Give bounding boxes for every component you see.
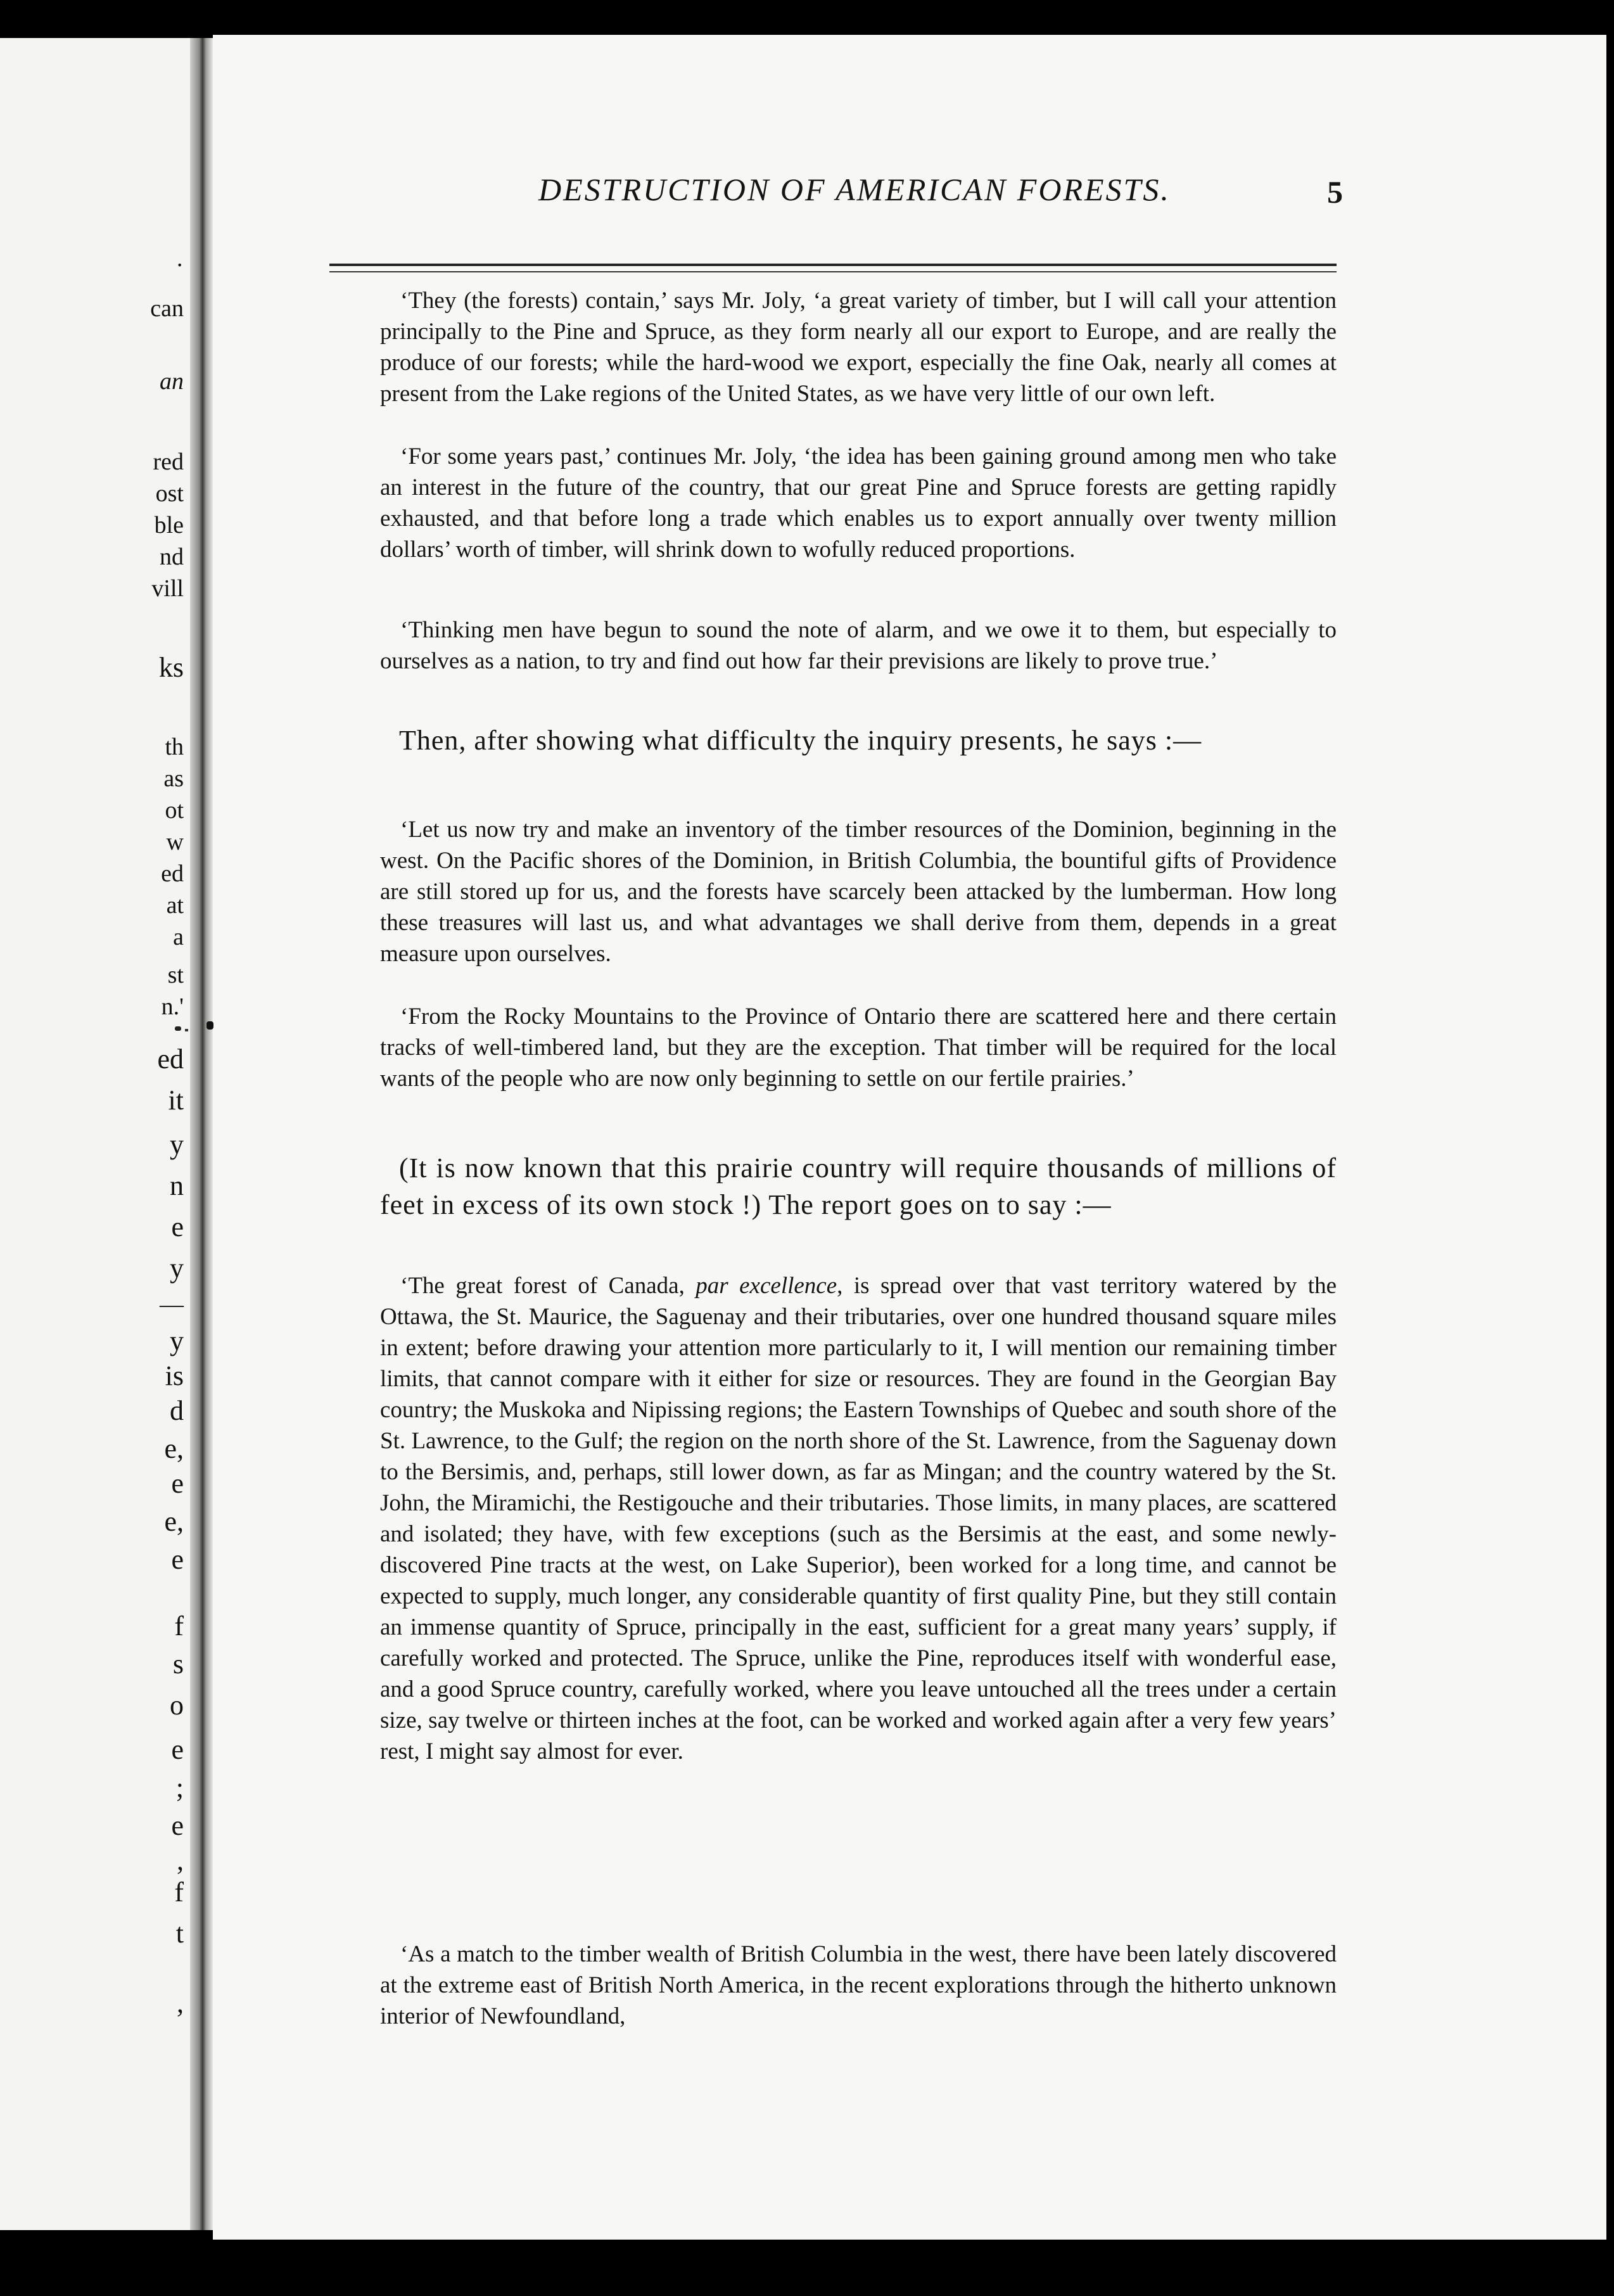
quoted-paragraph: ‘From the Rocky Mountains to the Province of Ontario there are scattered here and there certain tracks of well-timbered land, but they are the exception. That timber will be required for the local wants of the people who are now only beginning to settle on our fertile prairies.’ xyxy=(380,1004,1337,1092)
facing-page-fragment: f xyxy=(174,1610,184,1642)
facing-page-fragment: e xyxy=(171,1468,184,1499)
quoted-paragraph: ‘As a match to the timber wealth of British Columbia in the west, there have been lately discovered at the extreme east of British North America, in the recent explorations through the hitherto unknown interior of Newfoundland, xyxy=(380,1941,1337,2029)
facing-page-fragment: ed xyxy=(157,1043,184,1075)
facing-page-fragment: , xyxy=(177,1987,184,2019)
left-page-edge xyxy=(0,38,190,2230)
facing-page-fragment: th xyxy=(165,734,184,760)
facing-page-fragment: n xyxy=(170,1170,184,1201)
facing-page-fragment: s xyxy=(172,1649,184,1680)
running-title: DESTRUCTION OF AMERICAN FORESTS. xyxy=(538,172,1171,207)
facing-page-fragment: y xyxy=(170,1129,184,1160)
facing-page-fragment: e xyxy=(171,1810,184,1841)
quoted-paragraph: ‘For some years past,’ continues Mr. Joly, ‘the idea has been gaining ground among men who take an interest in the future of the country, that our great Pine and Spruce forests are getting rapidly exhausted, and that before long a trade which enables us to export annually over twenty million dollars’ worth of timber, will shrink down to wofully reduced proportions. xyxy=(380,443,1337,563)
scan-speck xyxy=(207,1021,213,1030)
running-header xyxy=(329,171,1356,222)
facing-page-fragment: e, xyxy=(164,1506,184,1537)
quoted-paragraph: ‘They (the forests) contain,’ says Mr. Joly, ‘a great variety of timber, but I will call your attention principally to the Pine and Spruce, as they form nearly all our export to Europe, and are really the produce of our forests; while the hard-wood we export, especially the fine Oak, nearly all comes at present from the Lake regions of the United States, as we have very little of our own left. xyxy=(380,288,1337,407)
italic-phrase: par excellence xyxy=(696,1273,837,1299)
facing-page-fragment: at xyxy=(166,892,184,919)
facing-page-fragment: nd xyxy=(160,544,184,570)
book-gutter xyxy=(190,38,213,2230)
facing-page-fragment: it xyxy=(168,1085,184,1116)
header-rule-thin xyxy=(329,271,1337,272)
page-number: 5 xyxy=(1327,174,1343,210)
quoted-paragraph: ‘Thinking men have begun to sound the note of alarm, and we owe it to them, but especially to ourselves as a nation, to try and find out how far their previsions are likely to prove true.’ xyxy=(380,617,1337,674)
quoted-paragraph: ‘Let us now try and make an inventory of the timber resources of the Dominion, beginning in the west. On the Pacific shores of the Dominion, in British Columbia, the bountiful gifts of Providence are still stored up for us, and the forests have scarcely been attacked by the lumberman. How long these treasures will last us, and what advantages we shall derive from them, depends in a great measure upon ourselves. xyxy=(380,817,1337,967)
facing-page-fragment: ks xyxy=(158,652,184,683)
facing-page-fragment: n.' xyxy=(161,993,184,1020)
facing-page-fragment: o xyxy=(170,1690,184,1721)
facing-page-fragment: ot xyxy=(165,797,184,824)
scan-speck xyxy=(185,1029,188,1031)
facing-page-fragment: is xyxy=(165,1360,184,1391)
facing-page-fragment: red xyxy=(153,449,184,475)
facing-page-fragment: w xyxy=(166,829,184,855)
facing-page-fragment: e xyxy=(171,1211,184,1242)
facing-page-fragment: as xyxy=(163,765,184,792)
facing-page-fragment: e xyxy=(171,1734,184,1765)
body-paragraph: (It is now known that this prairie country will require thousands of millions of feet in excess of its own stock !) The report goes on to say :— xyxy=(380,1152,1337,1220)
facing-page-fragment: can xyxy=(150,295,184,322)
scan-speck xyxy=(175,1026,181,1031)
quoted-paragraph xyxy=(380,1270,1337,1767)
facing-page-fragment: ed xyxy=(161,860,184,887)
header-rule-thick xyxy=(329,264,1337,266)
facing-page-fragment: vill xyxy=(151,575,184,602)
facing-page-fragment: an xyxy=(160,368,184,395)
facing-page-fragment: e xyxy=(171,1544,184,1575)
facing-page-fragment: ost xyxy=(155,480,184,507)
facing-page-fragment: y xyxy=(170,1253,184,1284)
facing-page-fragment: ble xyxy=(154,512,184,539)
paragraph-text: ‘The great forest of Canada, xyxy=(400,1273,696,1299)
facing-page-fragment: y xyxy=(170,1325,184,1356)
body-paragraph: Then, after showing what difficulty the inquiry presents, he says :— xyxy=(399,725,1202,756)
facing-page-fragment: a xyxy=(173,924,184,950)
paragraph-text: , is spread over that vast territory watered by the Ottawa, the St. Maurice, the Saguenay and their tributaries, over one hundred thousand square miles in extent; before drawing your attention more particularly to it, I will mention our remaining timber limits, that cannot compare with it either for size or resources. They are found in the Georgian Bay country; the Muskoka and Nipissing regions; the Eastern Townships of Quebec and south shore of the St. Lawrence, to the Gulf; the region on the north shore of the St. Lawrence, from the Saguenay down to the Bersimis, and, perhaps, still lower down, as far as Mingan; and the country watered by the St. John, the Miramichi, the Restigouche and their tributaries. Those limits, in many places, are scattered and isolated; they have, with few exceptions (such as the Bersimis at the east, and some newly-discovered Pine tracts at the west, on Lake Superior), been worked for a long time, and cannot be expected to supply, much longer, any considerable quantity of first quality Pine, but they still contain an immense quantity of Spruce, principally in the east, sufficient for a great many years’ supply, if carefully worked and protected. The Spruce, unlike the Pine, reproduces itself with wonderful ease, and a good Spruce country, carefully worked, where you leave untouched all the trees under a certain size, say twelve or thirteen inches at the foot, can be worked and worked again after a very few years’ rest, I might say almost for ever. xyxy=(380,1273,1337,1764)
facing-page-fragment: · xyxy=(175,252,184,279)
facing-page-fragment: ; xyxy=(175,1772,184,1803)
facing-page-fragment: e, xyxy=(164,1433,184,1464)
facing-page-fragment: st xyxy=(167,962,184,988)
facing-page-fragment: — xyxy=(160,1291,184,1318)
facing-page-fragment: f xyxy=(174,1877,184,1908)
facing-page-fragment: d xyxy=(170,1395,184,1426)
facing-page-fragment: t xyxy=(175,1918,184,1949)
facing-page-fragment: , xyxy=(177,1845,184,1876)
